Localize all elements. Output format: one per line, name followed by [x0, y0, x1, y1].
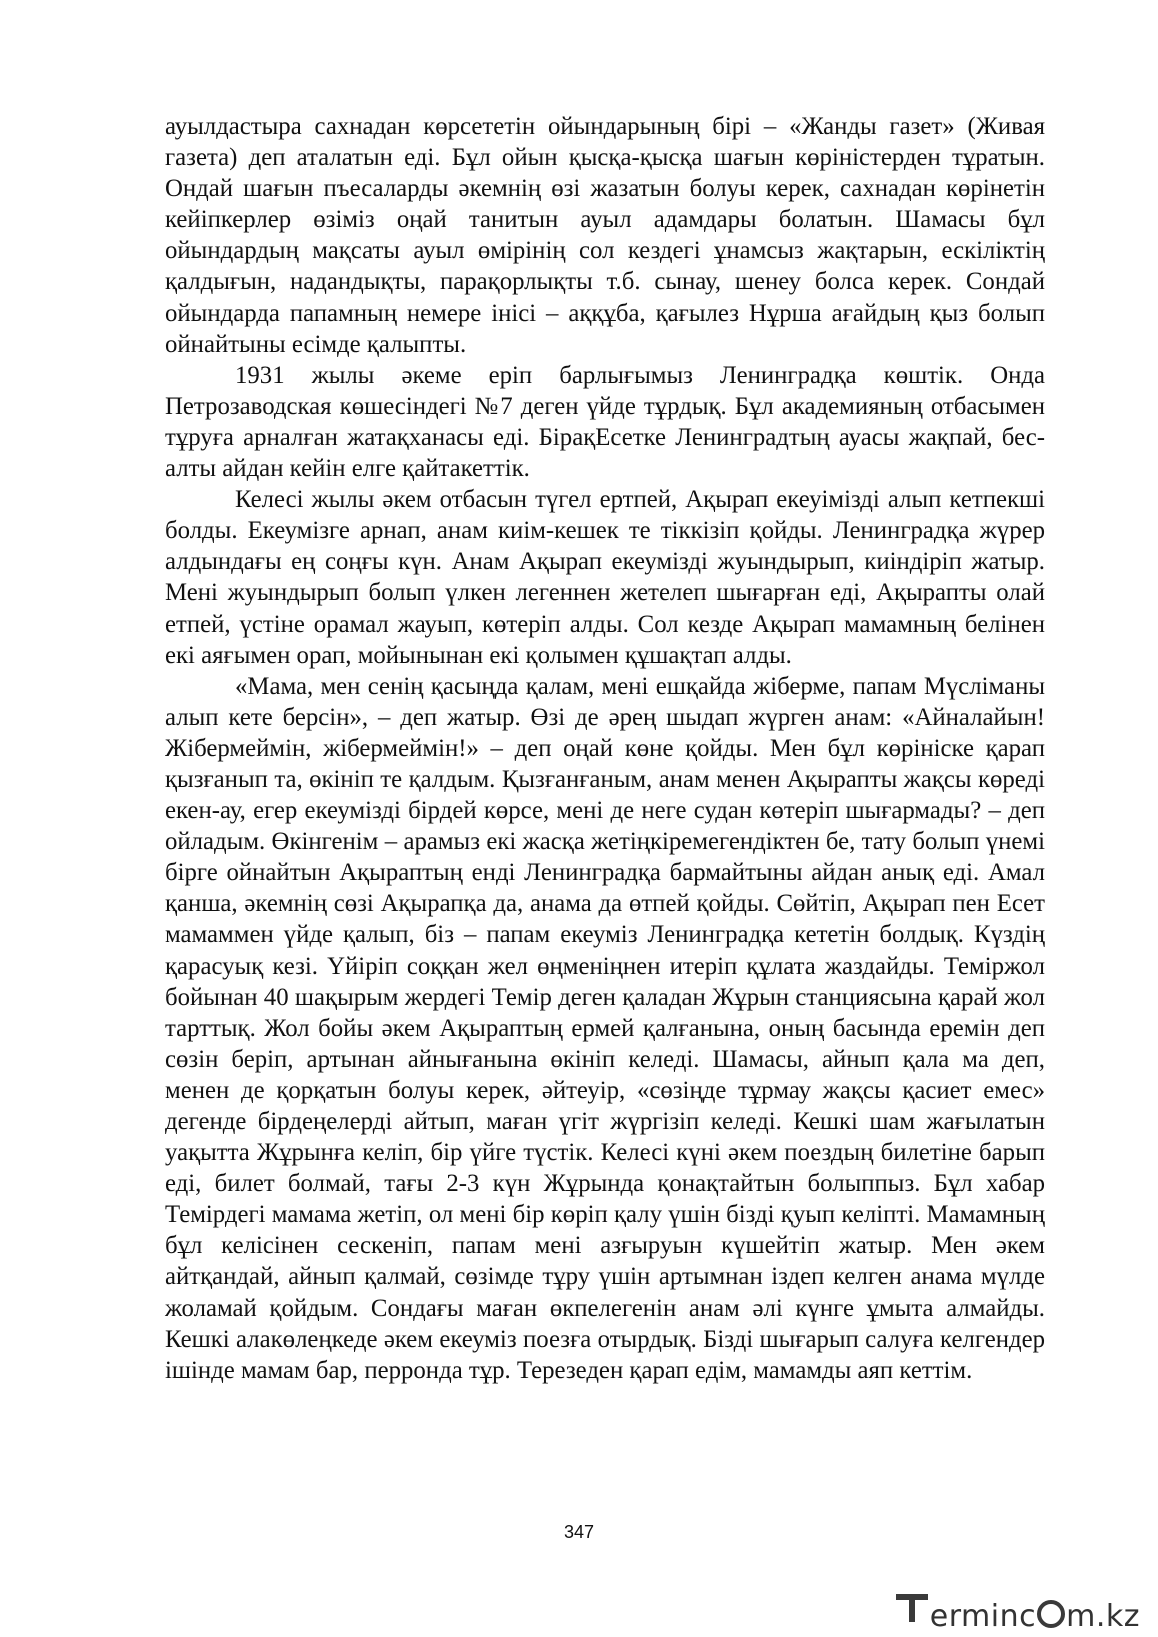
paragraph-3: Келесі жылы әкем отбасын түгел ертпей, Ақырап екеуімізді алып кетпекші болды. Екеумізге арнап, анам киім-кешек те тіккізіп қойды. Ленинградқа жүрер алдындағы ең соңғы күн. Анам Ақырап екеумізді жуындырып, киіндіріп жатыр. Мені жуындырып болып үлкен легеннен жетелеп шығарған еді, Ақырапты олай етпей, үстіне орамал жауып, көтеріп алды. Сол кезде Ақырап мамамның белінен екі аяғымен орап, мойынынан екі қолымен құшақтап алды. — [165, 486, 1045, 669]
termincom-logo-icon — [896, 1588, 928, 1626]
paragraph-2: 1931 жылы әкеме еріп барлығымыз Ленинградқа көштік. Онда Петрозаводская көшесіндегі №7 деген үйде тұрдық. Бұл академияның отбасымен тұруға арналған жатақханасы еді. БірақЕсетке Ленинградтың ауасы жақпай, бес-алты айдан кейін елге қайтакеттік. — [165, 361, 1045, 483]
watermark-o-ring — [1037, 1600, 1065, 1628]
termincom-watermark — [896, 1588, 1140, 1634]
paragraph-4: «Мама, мен сенің қасыңда қалам, мені ешқайда жіберме, папам Мүсліманы алып кете берсін», – деп жатыр. Өзі де әрең шыдап жүрген анам: «Айналайын! Жібермеймін, жібермеймін!» – деп оңай көне қойды. Мен бұл көрініске қарап қызғанып та, өкініп те қалдым. Қызғанғаным, анам менен Ақырапты жақсы көреді екен-ау, егер екеумізді бірдей көрсе, мені де неге судан көтеріп шығармады? – деп ойладым. Өкінгенім – арамыз екі жасқа жетіңкіремегендіктен бе, тату болып үнемі бірге ойнайтын Ақыраптың енді Ленинградқа бармайтыны айдан анық еді. Амал қанша, әкемнің сөзі Ақырапқа да, анама да өтпей қойды. Сөйтіп, Ақырап пен Есет мамаммен үйде қалып, біз – папам екеуміз Ленинградқа кететін болдық. Күздің қарасуық кезі. Үйіріп соққан жел өңменіңнен итеріп құлата жаздайды. Теміржол бойынан 40 шақырым жердегі Темір деген қаладан Жұрын станциясына қарай жол тарттық. Жол бойы әкем Ақыраптың ермей қалғанына, оның басында еремін деп сөзін беріп, артынан айнығанына өкініп келеді. Шамасы, айнып қала ма деп, менен де қорқатын болуы керек, әйтеуір, «сөзіңде тұрмау жақсы қасиет емес» дегенде бірдеңелерді айтып, маған үгіт жүргізіп келеді. Кешкі шам жағылатын уақытта Жұрынға келіп, бір үйге түстік. Келесі күні әкем поездың билетіне барып еді, билет болмай, тағы 2-3 күн Жұрында қонақтайтын болыппыз. Бұл хабар Темірдегі мамама жетіп, ол мені бір көріп қалу үшін бізді қуып келіпті. Мамамның бұл келісінен сескеніп, папам мені азғыруын күшейтіп жатыр. Мен әкем айтқандай, айнып қалмай, сөзімде тұру үшін артымнан іздеп келген анама мүлде жоламай қойдым. Сондағы маған өкпелегенін анам әлі күнге ұмыта алмайды. Кешкі алакөлеңкеде әкем екеуміз поезға отырдық. Бізді шығарып салуға келгендер ішінде мамам бар, перронда тұр. Терезеден қарап едім, мамамды аяп кеттім. — [165, 672, 1045, 1384]
watermark-text-after: m.kz — [1066, 1599, 1140, 1634]
watermark-letter-c: c — [1019, 1599, 1037, 1634]
page-number: 347 — [563, 1522, 595, 1542]
paragraph-1: ауылдастыра сахнадан көрсететін ойындарының бірі – «Жанды газет» (Живая газета) деп аталатын еді. Бұл ойын қысқа-қысқа шағын көріністерден тұратын. Ондай шағын пъесаларды әкемнің өзі жазатын болуы керек, сахнадан көрінетін кейіпкерлер өзіміз оңай танитын ауыл адамдары болатын. Шамасы бұл ойындардың мақсаты ауыл өмірінің сол кездегі ұнамсыз жақтарын, ескіліктің қалдығын, надандықты, парақорлықты т.б. сынау, шенеу болса керек. Сондай ойындарда папамның немере інісі – аққұба, қағылез Нұрша ағайдың қыз болып ойнайтыны есімде қалыпты. — [165, 113, 1045, 358]
watermark-text-before: ermin — [929, 1599, 1020, 1634]
body-text — [165, 111, 1045, 1386]
